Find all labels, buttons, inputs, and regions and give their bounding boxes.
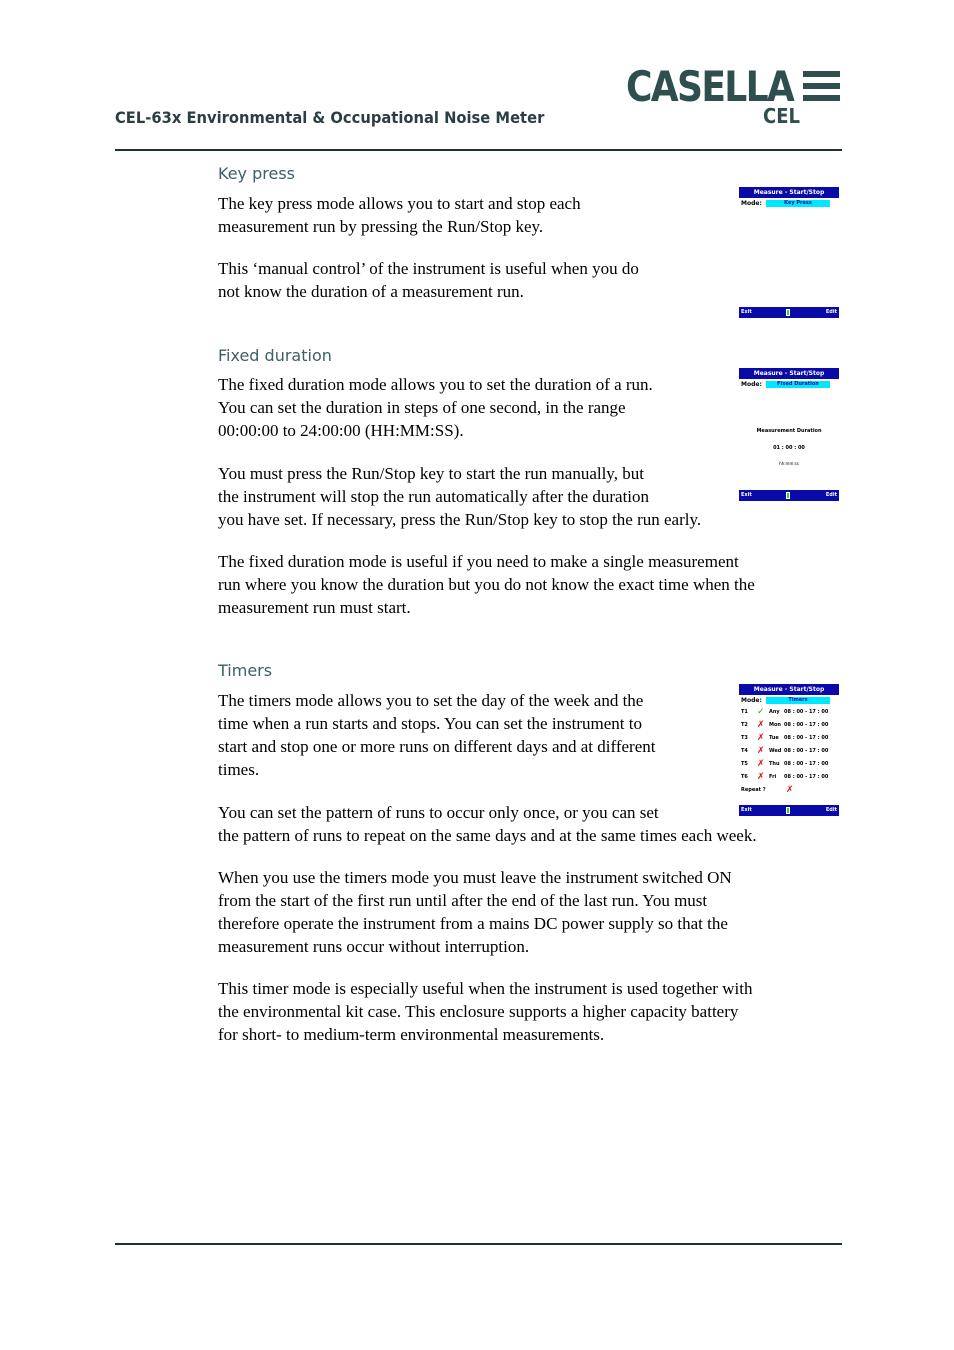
timer-id: T5 xyxy=(741,761,748,767)
text-line: measurement run by pressing the Run/Stop key. xyxy=(218,217,544,236)
paragraph xyxy=(218,689,655,781)
timer-id: T3 xyxy=(741,735,748,741)
logo-sub-wordmark: CEL xyxy=(763,104,800,128)
cross-icon: ✗ xyxy=(757,746,765,756)
fixed-duration-screen xyxy=(739,368,839,502)
casella-logo xyxy=(626,64,842,128)
duration-value: 01 : 00 : 00 xyxy=(773,445,805,451)
text-line: you have set. If necessary, press the Run/Stop key to stop the run early. xyxy=(218,510,702,529)
text-line: not know the duration of a measurement run. xyxy=(218,282,524,301)
cross-icon: ✗ xyxy=(757,720,765,730)
timer-row xyxy=(739,771,839,784)
text-line: When you use the timers mode you must leave the instrument switched ON xyxy=(218,868,732,887)
text-line: start and stop one or more runs on different days and at different xyxy=(218,737,656,756)
timer-row xyxy=(739,745,839,758)
text-line: the pattern of runs to repeat on the same days and at the same times each week. xyxy=(218,826,757,845)
mode-value: Key Press xyxy=(766,200,830,207)
cross-icon: ✗ xyxy=(757,733,765,743)
edit-softkey: Edit xyxy=(825,492,837,498)
paragraph xyxy=(218,373,653,442)
mode-value: Timers xyxy=(766,697,830,704)
text-line: The timers mode allows you to set the day of the week and the xyxy=(218,691,644,710)
heading-key-press: Key press xyxy=(218,164,295,183)
battery-icon xyxy=(786,492,790,499)
edit-softkey: Edit xyxy=(825,309,837,315)
mode-label: Mode: xyxy=(741,697,762,704)
duration-label: Measurement Duration xyxy=(756,428,822,434)
timer-day: Any xyxy=(769,709,780,715)
timer-time: 08 : 00 - 17 : 00 xyxy=(784,774,829,780)
battery-icon xyxy=(786,309,790,316)
paragraph xyxy=(218,977,752,1046)
text-line: times. xyxy=(218,760,260,779)
timer-day: Wed xyxy=(769,748,782,754)
mode-label: Mode: xyxy=(741,381,762,388)
text-line: time when a run starts and stops. You can set the instrument to xyxy=(218,714,643,733)
screen-title: Measure - Start/Stop xyxy=(739,368,839,379)
text-line: 00:00:00 to 24:00:00 (HH:MM:SS). xyxy=(218,421,464,440)
exit-softkey: Exit xyxy=(741,492,752,498)
timer-day: Mon xyxy=(769,722,781,728)
paragraph xyxy=(218,801,757,847)
key-press-screen xyxy=(739,187,839,319)
heading-fixed-duration: Fixed duration xyxy=(218,346,332,365)
timer-time: 08 : 00 - 17 : 00 xyxy=(784,709,829,715)
timer-time: 08 : 00 - 17 : 00 xyxy=(784,748,829,754)
logo-bars-icon xyxy=(803,71,840,107)
timer-day: Thu xyxy=(769,761,780,767)
paragraph xyxy=(218,866,732,958)
timer-time: 08 : 00 - 17 : 00 xyxy=(784,722,829,728)
mode-row xyxy=(739,198,839,209)
text-line: the instrument will stop the run automatically after the duration xyxy=(218,487,650,506)
text-line: You must press the Run/Stop key to start the run manually, but xyxy=(218,464,644,483)
paragraph xyxy=(218,257,639,303)
repeat-cross-icon: ✗ xyxy=(786,785,794,795)
timer-time: 08 : 00 - 17 : 00 xyxy=(784,761,829,767)
text-line: The fixed duration mode allows you to set the duration of a run. xyxy=(218,375,653,394)
screen-title: Measure - Start/Stop xyxy=(739,684,839,695)
text-line: measurement run must start. xyxy=(218,598,411,617)
exit-softkey: Exit xyxy=(741,309,752,315)
timer-row xyxy=(739,758,839,771)
header-rule xyxy=(115,149,842,151)
mode-label: Mode: xyxy=(741,200,762,207)
mode-row xyxy=(739,695,839,706)
edit-softkey: Edit xyxy=(825,807,837,813)
text-line: measurement runs occur without interruption. xyxy=(218,937,530,956)
timer-id: T6 xyxy=(741,774,748,780)
exit-softkey: Exit xyxy=(741,807,752,813)
timer-day: Tue xyxy=(769,735,779,741)
timer-id: T2 xyxy=(741,722,748,728)
mode-row xyxy=(739,379,839,390)
timers-screen xyxy=(739,684,839,817)
timer-row xyxy=(739,719,839,732)
text-line: for short- to medium-term environmental measurements. xyxy=(218,1025,605,1044)
tick-icon: ✓ xyxy=(757,707,765,717)
timer-row xyxy=(739,732,839,745)
screen-footer xyxy=(739,805,839,816)
cross-icon: ✗ xyxy=(757,759,765,769)
timer-row xyxy=(739,706,839,719)
paragraph xyxy=(218,192,581,238)
text-line: This timer mode is especially useful when the instrument is used together with xyxy=(218,979,753,998)
timer-id: T1 xyxy=(741,709,748,715)
duration-format-hint: hh:mm:ss xyxy=(779,461,799,466)
text-line: You can set the duration in steps of one second, in the range xyxy=(218,398,626,417)
timer-time: 08 : 00 - 17 : 00 xyxy=(784,735,829,741)
paragraph xyxy=(218,462,701,531)
text-line: The fixed duration mode is useful if you need to make a single measurement xyxy=(218,552,739,571)
cross-icon: ✗ xyxy=(757,772,765,782)
text-line: This ‘manual control’ of the instrument is useful when you do xyxy=(218,259,639,278)
text-line: You can set the pattern of runs to occur only once, or you can set xyxy=(218,803,659,822)
timer-list xyxy=(739,706,839,784)
footer-rule xyxy=(115,1243,842,1245)
screen-footer xyxy=(739,307,839,318)
screen-footer xyxy=(739,490,839,501)
text-line: run where you know the duration but you do not know the exact time when the xyxy=(218,575,755,594)
repeat-row xyxy=(739,784,839,797)
document-title: CEL-63x Environmental & Occupational Noise Meter xyxy=(115,108,545,127)
text-line: from the start of the first run until after the end of the last run. You must xyxy=(218,891,708,910)
repeat-label: Repeat ? xyxy=(741,787,766,793)
text-line: The key press mode allows you to start and stop each xyxy=(218,194,581,213)
paragraph xyxy=(218,550,755,619)
mode-value: Fixed Duration xyxy=(766,381,830,388)
timer-day: Fri xyxy=(769,774,777,780)
screen-title: Measure - Start/Stop xyxy=(739,187,839,198)
logo-wordmark: CASELLA xyxy=(626,62,794,111)
timer-id: T4 xyxy=(741,748,748,754)
battery-icon xyxy=(786,807,790,814)
text-line: therefore operate the instrument from a mains DC power supply so that the xyxy=(218,914,728,933)
text-line: the environmental kit case. This enclosure supports a higher capacity battery xyxy=(218,1002,739,1021)
heading-timers: Timers xyxy=(218,661,273,680)
